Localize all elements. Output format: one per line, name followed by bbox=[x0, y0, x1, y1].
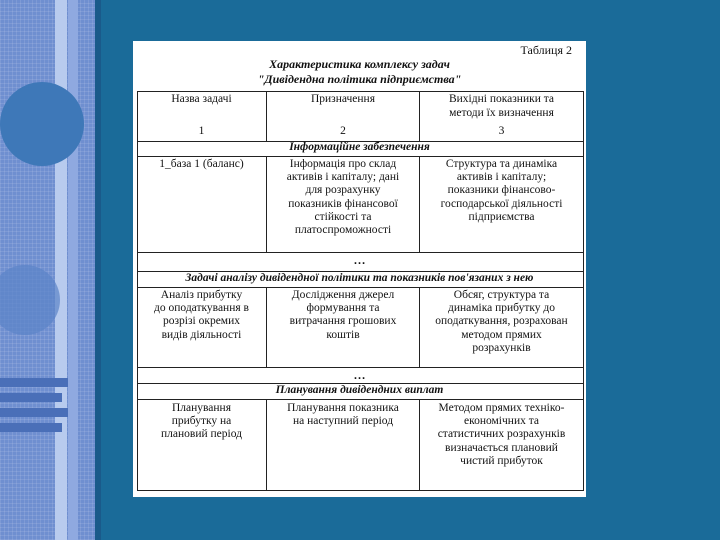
column-number: 1 bbox=[198, 125, 205, 137]
cell-line: 1_база 1 (баланс) bbox=[159, 158, 244, 170]
cell-line: розрізі окремих bbox=[163, 315, 240, 328]
cell-line: чистий прибуток bbox=[460, 454, 543, 467]
cell-line: плановий період bbox=[161, 428, 242, 441]
column-number: 3 bbox=[498, 125, 505, 137]
section-info: Інформаційне забезпечення bbox=[289, 141, 430, 153]
decor-stripe-dark bbox=[95, 0, 101, 540]
table-title-line2: "Дивідендна політика підприємства" bbox=[257, 72, 462, 86]
decor-stripe-mid bbox=[68, 0, 78, 540]
header-outputs-line1: Вихідні показники та bbox=[448, 93, 554, 105]
table-border-bottom bbox=[137, 490, 584, 491]
cell-line: для розрахунку bbox=[305, 184, 381, 197]
cell-line: до оподаткування в bbox=[154, 302, 249, 315]
section-planning: Планування дивідендних виплат bbox=[275, 384, 444, 396]
table-label: Таблиця 2 bbox=[520, 43, 572, 57]
cell-line: статистичних розрахунків bbox=[437, 428, 566, 441]
cell-line: підприємства bbox=[468, 210, 535, 223]
cell-line: економічних та bbox=[463, 415, 539, 428]
cell-line: видів діяльності bbox=[161, 328, 242, 341]
cell-line: прибутку на bbox=[171, 415, 232, 428]
header-purpose: Призначення bbox=[310, 93, 376, 105]
row2-outputs bbox=[420, 289, 583, 355]
section-analysis: Задачі аналізу дивідендної політики та показників пов'язаних з нею bbox=[185, 272, 534, 284]
header-task-name: Назва задачі bbox=[171, 93, 232, 105]
table-rule bbox=[137, 399, 584, 400]
cell-line: динаміка прибутку до bbox=[447, 302, 556, 315]
cell-line: оподаткування, розрахован bbox=[435, 315, 568, 328]
cell-line: коштів bbox=[326, 328, 360, 341]
cell-line: платоспроможності bbox=[294, 224, 392, 237]
table-title-line1: Характеристика комплексу задач bbox=[269, 57, 450, 71]
row1-outputs bbox=[420, 158, 583, 224]
decor-bar-4 bbox=[0, 423, 62, 432]
decor-bar-3 bbox=[0, 408, 68, 417]
row1-task bbox=[137, 158, 266, 171]
decor-stripe-light bbox=[55, 0, 67, 540]
cell-line: активів і капіталу; bbox=[456, 171, 547, 184]
cell-line: Обсяг, структура та bbox=[453, 289, 550, 301]
ellipsis: … bbox=[353, 368, 366, 382]
decor-bar-2 bbox=[0, 393, 62, 402]
cell-line: показників фінансової bbox=[288, 197, 398, 210]
cell-line: витрачання грошових bbox=[289, 315, 397, 328]
cell-line: Дослідження джерел bbox=[291, 289, 395, 301]
row3-outputs bbox=[420, 402, 583, 468]
ellipsis: … bbox=[353, 253, 366, 267]
row2-task bbox=[137, 289, 266, 342]
row2-purpose bbox=[267, 289, 419, 342]
cell-line: Інформація про склад bbox=[289, 158, 397, 170]
header-outputs-line2: методи їх визначення bbox=[449, 107, 554, 119]
cell-line: активів і капіталу; дані bbox=[286, 171, 400, 184]
cell-line: показники фінансово- bbox=[447, 184, 556, 197]
table-rule bbox=[137, 156, 584, 157]
row1-purpose bbox=[267, 158, 419, 237]
scanned-document bbox=[133, 41, 586, 497]
cell-line: Планування показника bbox=[287, 402, 399, 414]
cell-line: господарської діяльності bbox=[440, 197, 563, 210]
cell-line: визначається плановий bbox=[445, 441, 558, 454]
cell-line: стійкості та bbox=[314, 210, 372, 223]
table-rule bbox=[137, 287, 584, 288]
cell-line: методом прямих bbox=[461, 328, 542, 341]
cell-line: на наступний період bbox=[292, 415, 394, 428]
cell-line: Структура та динаміка bbox=[445, 158, 558, 170]
column-number: 2 bbox=[340, 125, 346, 137]
cell-line: розрахунків bbox=[472, 341, 531, 354]
cell-line: формування та bbox=[306, 302, 380, 315]
row3-task bbox=[137, 402, 266, 442]
cell-line: Аналіз прибутку bbox=[160, 289, 243, 301]
table-border-top bbox=[137, 91, 584, 92]
decor-bar-1 bbox=[0, 378, 68, 387]
row3-purpose bbox=[267, 402, 419, 428]
cell-line: Методом прямих техніко- bbox=[438, 402, 565, 414]
cell-line: Планування bbox=[171, 402, 232, 414]
decor-circle-large bbox=[0, 82, 84, 166]
